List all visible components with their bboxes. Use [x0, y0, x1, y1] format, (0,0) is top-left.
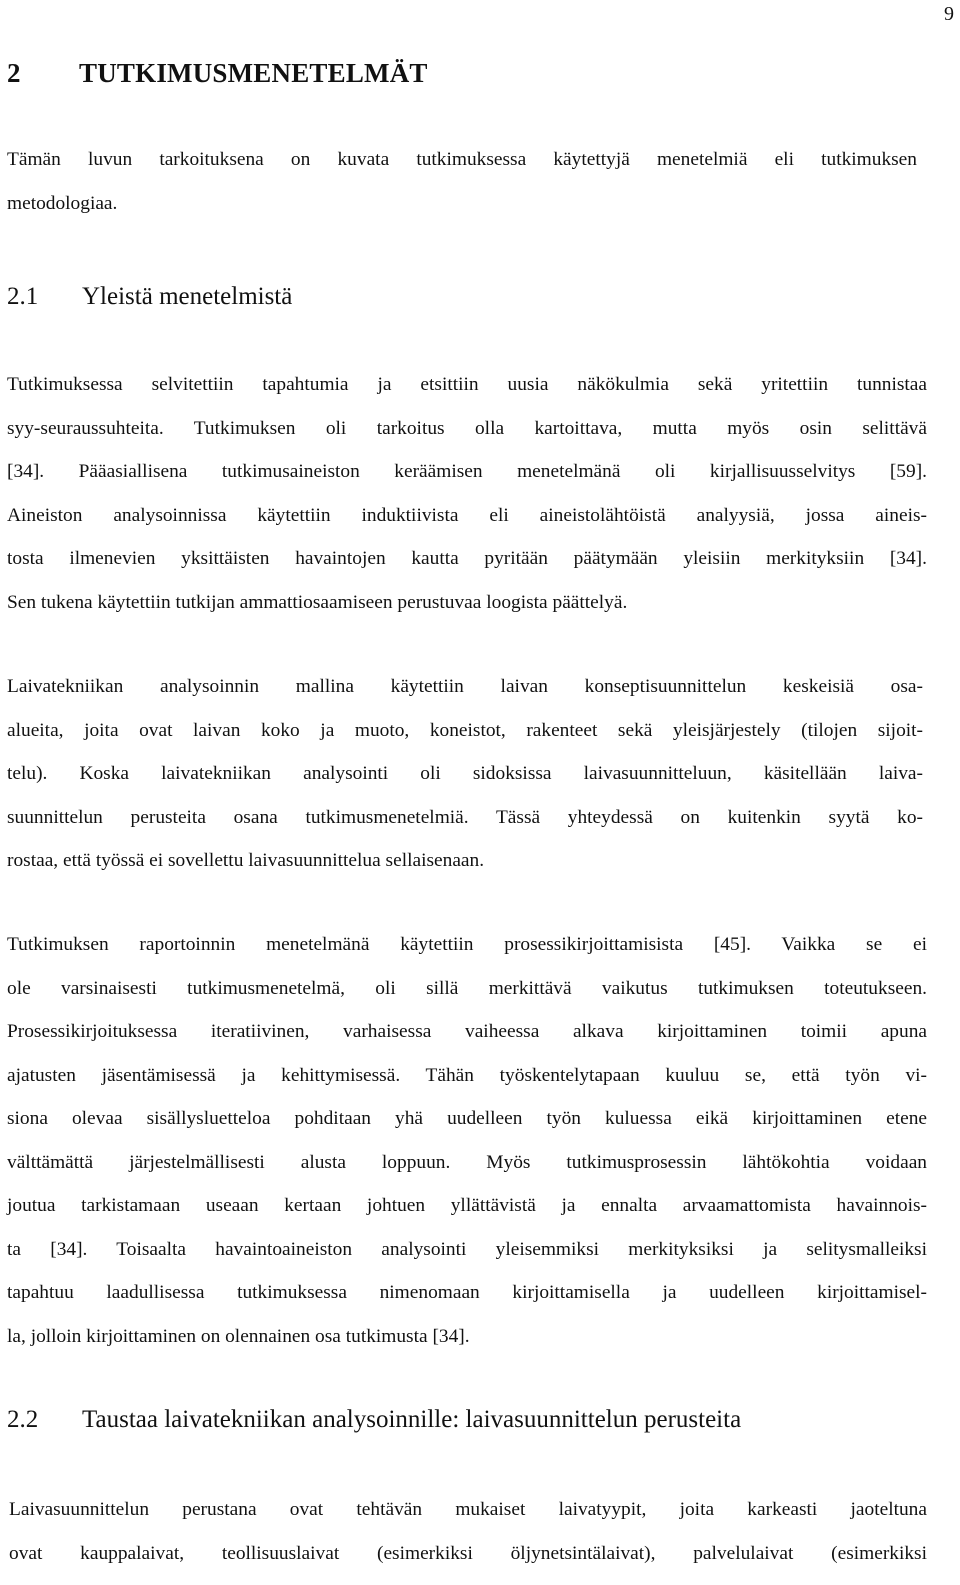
chapter-title: TUTKIMUSMENETELMÄT [79, 58, 428, 88]
paragraph-line: Tämän luvun tarkoituksena on kuvata tutkimuksessa käytettyjä menetelmiä eli tutkimuksen [7, 149, 917, 170]
paragraph-line: metodologiaa. [7, 192, 118, 214]
section-number: 2.1 [7, 283, 39, 310]
section-title: Yleistä menetelmistä [82, 283, 293, 310]
paragraph-line: Prosessikirjoituksessa iteratiivinen, varhaisessa vaiheessa alkava kirjoittaminen toimii apuna [7, 1021, 927, 1042]
section-2-2-paragraph-1 [9, 1488, 927, 1575]
paragraph-line: alueita, joita ovat laivan koko ja muoto, koneistot, rakenteet sekä yleisjärjestely (tilojen sijoit- [7, 719, 923, 741]
paragraph-line: ta [34]. Toisaalta havaintoaineiston analysointi yleisemmiksi merkityksiksi ja selitysmalleiksi [7, 1238, 927, 1260]
paragraph-line: siona olevaa sisällysluetteloa pohditaan yhä uudelleen työn kuluessa eikä kirjoittaminen etene [7, 1108, 927, 1129]
paragraph-line: Aineiston analysoinnissa käytettiin induktiivista eli aineistolähtöistä analyysiä, jossa aineis- [7, 504, 927, 526]
section-number: 2.2 [7, 1406, 39, 1433]
section-2-1-paragraph-2 [7, 665, 923, 883]
paragraph-line: ajatusten jäsentämisessä ja kehittymisessä. Tähän työskentelytapaan kuuluu se, että työn vi- [7, 1064, 927, 1086]
paragraph-line: Tutkimuksessa selvitettiin tapahtumia ja etsittiin uusia näkökulmia sekä yritettiin tunnistaa [7, 374, 927, 395]
paragraph-line: rostaa, että työssä ei sovellettu laivasuunnittelua sellaisenaan. [7, 850, 485, 871]
paragraph-line: Laivatekniikan analysoinnin mallina käytettiin laivan konseptisuunnittelun keskeisiä osa- [7, 676, 923, 697]
paragraph-line: suunnittelun perusteita osana tutkimusmenetelmiä. Tässä yhteydessä on kuitenkin syytä ko- [7, 806, 923, 828]
paragraph-line: syy-seuraussuhteita. Tutkimuksen oli tarkoitus olla kartoittava, mutta myös osin selittävä [7, 417, 927, 439]
chapter-number: 2 [7, 58, 21, 88]
paragraph-line: ovat kauppalaivat, teollisuuslaivat (esimerkiksi öljynetsintälaivat), palvelulaivat (esimerkiksi [9, 1542, 927, 1564]
section-heading-2-1 [7, 281, 292, 313]
paragraph-line: välttämättä järjestelmällisesti alusta loppuun. Myös tutkimusprosessin lähtökohtia voidaan [7, 1151, 927, 1173]
section-title: Taustaa laivatekniikan analysoinnille: laivasuunnittelun perusteita [82, 1406, 742, 1433]
section-heading-2-2 [7, 1404, 741, 1436]
paragraph-line: la, jolloin kirjoittaminen on olennainen osa tutkimusta [34]. [7, 1325, 470, 1347]
section-2-1-paragraph-1 [7, 363, 927, 624]
chapter-heading [7, 56, 428, 90]
paragraph-line: telu). Koska laivatekniikan analysointi oli sidoksissa laivasuunnitteluun, käsitellään laiva- [7, 763, 923, 784]
paragraph-line: Sen tukena käytettiin tutkijan ammattiosaamiseen perustuvaa loogista päättelyä. [7, 591, 628, 613]
page-number: 9 [944, 3, 954, 25]
intro-paragraph [7, 138, 917, 225]
paragraph-line: Laivasuunnittelun perustana ovat tehtävän mukaiset laivatyypit, joita karkeasti jaoteltuna [9, 1499, 927, 1520]
paragraph-line: ole varsinaisesti tutkimusmenetelmä, oli sillä merkittävä vaikutus tutkimuksen toteutukseen. [7, 977, 927, 999]
paragraph-line: tapahtuu laadullisessa tutkimuksessa nimenomaan kirjoittamisella ja uudelleen kirjoittamisel- [7, 1282, 927, 1303]
paragraph-line: tosta ilmenevien yksittäisten havaintojen kautta pyritään päätymään yleisiin merkityksiin [34]. [7, 548, 927, 569]
paragraph-line: joutua tarkistamaan useaan kertaan johtuen yllättävistä ja ennalta arvaamattomista havainnois- [7, 1195, 927, 1216]
paragraph-line: Tutkimuksen raportoinnin menetelmänä käytettiin prosessikirjoittamisista [45]. Vaikka se ei [7, 934, 927, 955]
section-2-1-paragraph-3 [7, 923, 927, 1358]
paragraph-line: [34]. Pääasiallisena tutkimusaineiston keräämisen menetelmänä oli kirjallisuusselvitys [59]. [7, 461, 927, 482]
